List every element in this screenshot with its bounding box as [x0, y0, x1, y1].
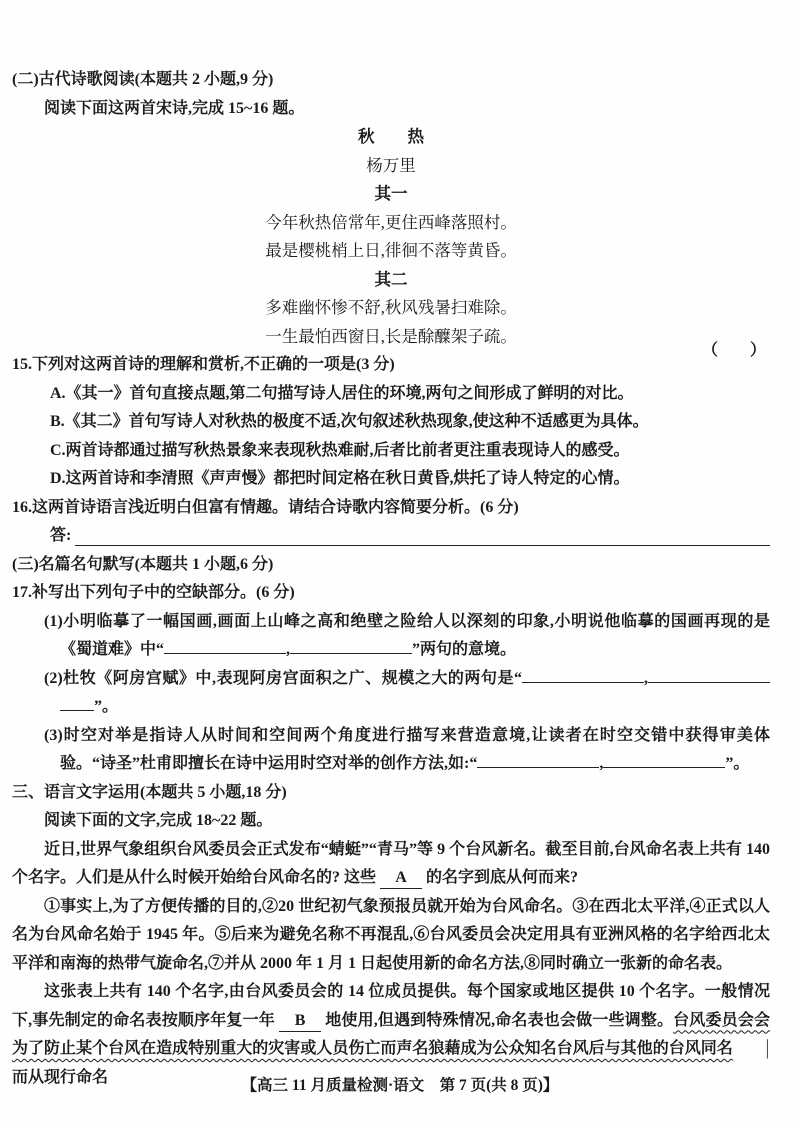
fill-blank — [477, 753, 599, 768]
fill-blank — [164, 639, 286, 654]
passage-paragraph-2: ①事实上,为了方便传播的目的,②20 世纪初气象预报员就开始为台风命名。③在西北太平洋,④正式以人名为台风命名始于 1945 年。⑤后来为避免名称不再混乱,⑥台风委员会决定用具有亚洲风格的名字给西北太平洋和南海的热带气旋命名,⑦并从 2000 年 1 月 1 日起使用新的命名方法,⑧同时确立一张新的命名表。 — [12, 897, 770, 972]
poem-line: 多难幽怀惨不舒,秋风残暑扫难除。 — [265, 298, 517, 317]
poetry-reading-instruction: 阅读下面这两首宋诗,完成 15~16 题。 — [44, 99, 305, 117]
fill-blank — [60, 696, 94, 711]
paragraph-3-mid: 地使用,但遇到特殊情况,命名表也会做一些调整。 — [325, 1011, 674, 1029]
blank-a: A — [380, 868, 422, 889]
answer-bracket: （ ） — [701, 342, 766, 359]
question-16-stem: 16.这两首诗语言浅近明白但富有情趣。请结合诗歌内容简要分析。(6 分) — [12, 498, 519, 516]
question-15-option-c: C.两首诗都通过描写秋热景象来表现秋热难耐,后者比前者更注重表现诗人的感受。 — [50, 441, 630, 459]
blank-separator: , — [286, 641, 291, 658]
poem-part2-label: 其二 — [374, 269, 408, 289]
question-15-option-a: A.《其一》首句直接点题,第二句描写诗人居住的环境,两句之间形成了鲜明的对比。 — [50, 384, 634, 402]
section-dictation-heading: (三)名篇名句默写(本题共 1 小题,6 分) — [12, 555, 274, 573]
insertion-mark: | — [765, 1037, 769, 1060]
poem-title: 秋 热 — [358, 127, 424, 146]
blank-b: B — [279, 1011, 321, 1032]
question-15-option-b: B.《其二》首句写诗人对秋热的极度不适,次句叙述秋热现象,使这种不适感更为具体。 — [50, 413, 649, 430]
page-footer: 【高三 11 月质量检测·语文 第 7 页(共 8 页)】 — [241, 1077, 559, 1094]
question-15-option-d: D.这两首诗和李清照《声声慢》都把时间定格在秋日黄昏,烘托了诗人特定的心情。 — [50, 470, 630, 487]
question-17-item-1 — [44, 608, 770, 665]
wavy-underlined-segment: 台风委员会会为了防止某个台风在造成特别重大的灾害或人员伤亡而声名狼藉成为公众知名台风后与其他的台风同名 — [12, 1011, 770, 1057]
poem-line: 今年秋热倍常年,更住西峰落照村。 — [265, 212, 517, 232]
passage-paragraph-1 — [12, 836, 770, 893]
fill-blank — [290, 639, 412, 654]
paragraph-1-text: 近日,世界气象组织台风委员会正式发布“蜻蜓”“青马”等 9 个台风新名。截至目前,台风命名表上共有 140 个名字。人们是从什么时候开始给台风命名的? 这些 — [12, 840, 770, 886]
answer-label: 答: — [50, 527, 72, 544]
poem-line: 一生最怕西窗日,长是酴醾架子疏。 — [265, 326, 517, 346]
paragraph-3-tail: 而从现行命名 — [12, 1068, 109, 1086]
blank-separator: , — [599, 755, 604, 772]
poem-part1-label: 其一 — [374, 184, 408, 203]
question-17-item-2 — [44, 665, 770, 722]
item-3-text: (3)时空对举是指诗人从时间和空间两个角度进行描写来营造意境,让读者在时空交错中获得审美体验。“诗圣”杜甫即擅长在诗中运用时空对举的创作方法,如:“ — [44, 726, 770, 772]
item-3-tail: ”。 — [725, 755, 750, 772]
item-1-text: (1)小明临摹了一幅国画,画面上山峰之高和绝壁之险给人以深刻的印象,小明说他临摹的国画再现的是《蜀道难》中“ — [44, 612, 770, 658]
blank-separator: , — [644, 669, 648, 687]
item-2-tail: ”。 — [94, 698, 119, 715]
fill-blank — [522, 668, 644, 683]
poem-author: 杨万里 — [366, 155, 416, 175]
language-reading-instruction: 阅读下面的文字,完成 18~22 题。 — [44, 812, 273, 829]
section-poetry-heading: (二)古代诗歌阅读(本题共 2 小题,9 分) — [12, 71, 274, 88]
poem-line: 最是樱桃梢上日,徘徊不落等黄昏。 — [265, 241, 517, 260]
item-1-tail: ”两句的意境。 — [412, 641, 517, 658]
question-17-stem: 17.补写出下列句子中的空缺部分。(6 分) — [12, 584, 295, 601]
question-15-stem — [12, 342, 770, 380]
item-2-text: (2)杜牧《阿房宫赋》中,表现阿房宫面积之广、规模之大的两句是“ — [44, 669, 522, 687]
paragraph-3-text: 这张表上共有 140 个名字,由台风委员会的 14 位成员提供。每个国家或地区提供 10 个名字。一般情况下,事先制定的命名表按顺序年复一年 — [12, 983, 770, 1029]
answer-blank-line — [75, 529, 770, 546]
section-language-heading: 三、语言文字运用(本题共 5 小题,18 分) — [12, 783, 287, 801]
paragraph-1-tail: 的名字到底从何而来? — [426, 869, 579, 886]
question-16-answer-row — [50, 522, 770, 551]
question-15-text: 15.下列对这两首诗的理解和赏析,不正确的一项是(3 分) — [12, 356, 395, 373]
fill-blank — [603, 753, 725, 768]
fill-blank — [648, 668, 770, 683]
question-17-item-3 — [44, 722, 770, 779]
